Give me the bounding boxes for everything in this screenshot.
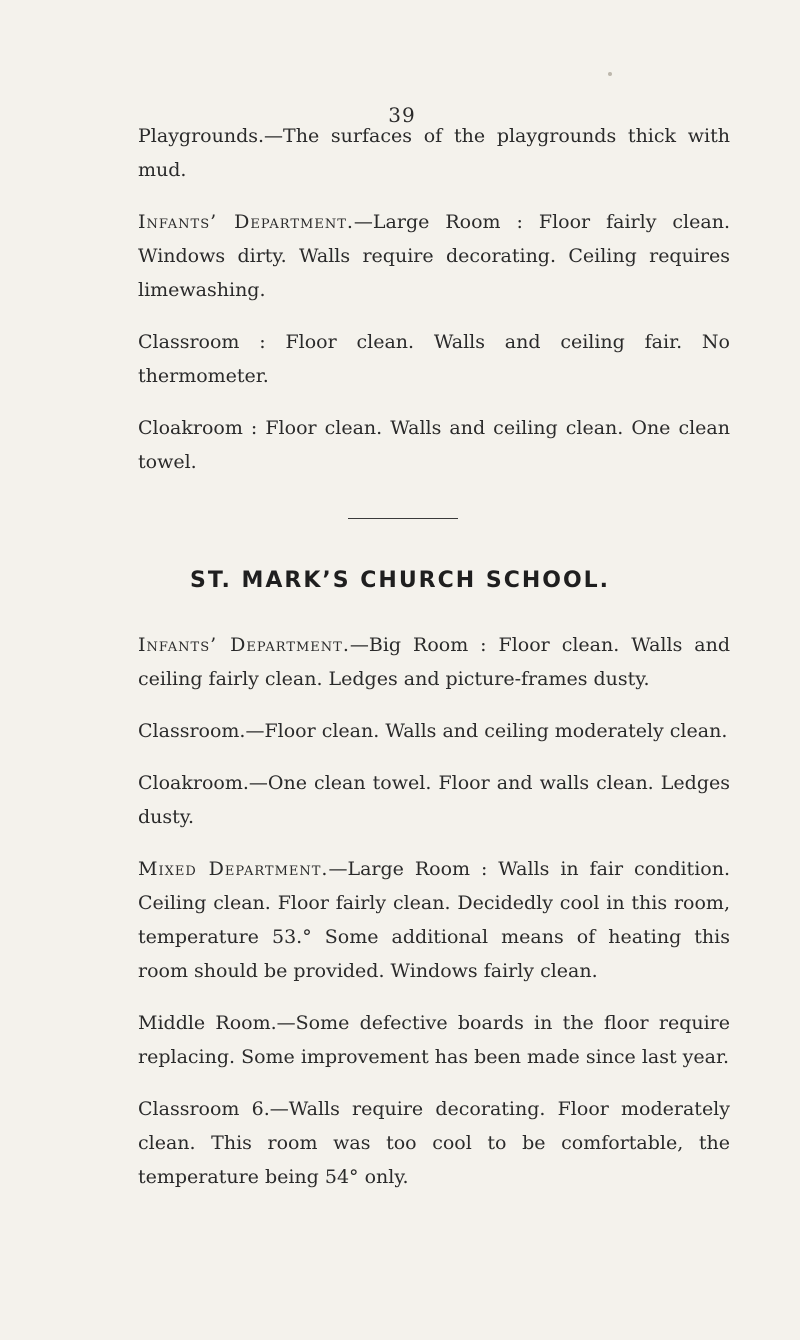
top-text-block: [138, 119, 730, 479]
paragraph-text: —Big Room : Floor clean. Walls and ceiling fairly clean. Ledges and picture-frames dusty.: [138, 634, 730, 690]
paragraph-infants-department-2: [138, 628, 730, 696]
paragraph-playgrounds: Playgrounds.—The surfaces of the playgrounds thick with mud.: [138, 125, 730, 181]
paragraph-middle-room: Middle Room.—Some defective boards in the floor require replacing. Some improvement has been made since last year.: [138, 1012, 730, 1068]
paragraph-lead: Infants’ Department.: [138, 211, 354, 233]
paragraph-text: —Large Room : Floor fairly clean. Windows dirty. Walls require decorating. Ceiling requires limewashing.: [138, 211, 730, 301]
paragraph-classroom-6: Classroom 6.—Walls require decorating. Floor moderately clean. This room was too cool to be comfortable, the temperature being 54° only.: [138, 1098, 730, 1188]
paper-mark: [608, 72, 612, 76]
paragraph-lead: Infants’ Department.: [138, 634, 350, 656]
paragraph-lead: Mixed Department.: [138, 858, 329, 880]
section-title: ST. MARK’S CHURCH SCHOOL.: [189, 568, 611, 593]
paragraph-text: —Large Room : Walls in fair condition. Ceiling clean. Floor fairly clean. Decidedly cool in this room, temperature 53.° Some additional means of heating this room should be provided. Windows fairly clean.: [138, 858, 730, 982]
bottom-text-block: [138, 628, 730, 1194]
paragraph-classroom-1: Classroom : Floor clean. Walls and ceiling fair. No thermometer.: [138, 331, 730, 387]
paragraph-mixed-department: [138, 852, 730, 988]
page-number: 39: [388, 103, 416, 127]
paragraph-infants-department-1: [138, 205, 730, 307]
paragraph-cloakroom-2: Cloakroom.—One clean towel. Floor and walls clean. Ledges dusty.: [138, 772, 730, 828]
paragraph-cloakroom-1: Cloakroom : Floor clean. Walls and ceiling clean. One clean towel.: [138, 417, 730, 473]
section-divider: [348, 518, 458, 519]
paragraph-classroom-2: Classroom.—Floor clean. Walls and ceiling moderately clean.: [138, 720, 728, 742]
